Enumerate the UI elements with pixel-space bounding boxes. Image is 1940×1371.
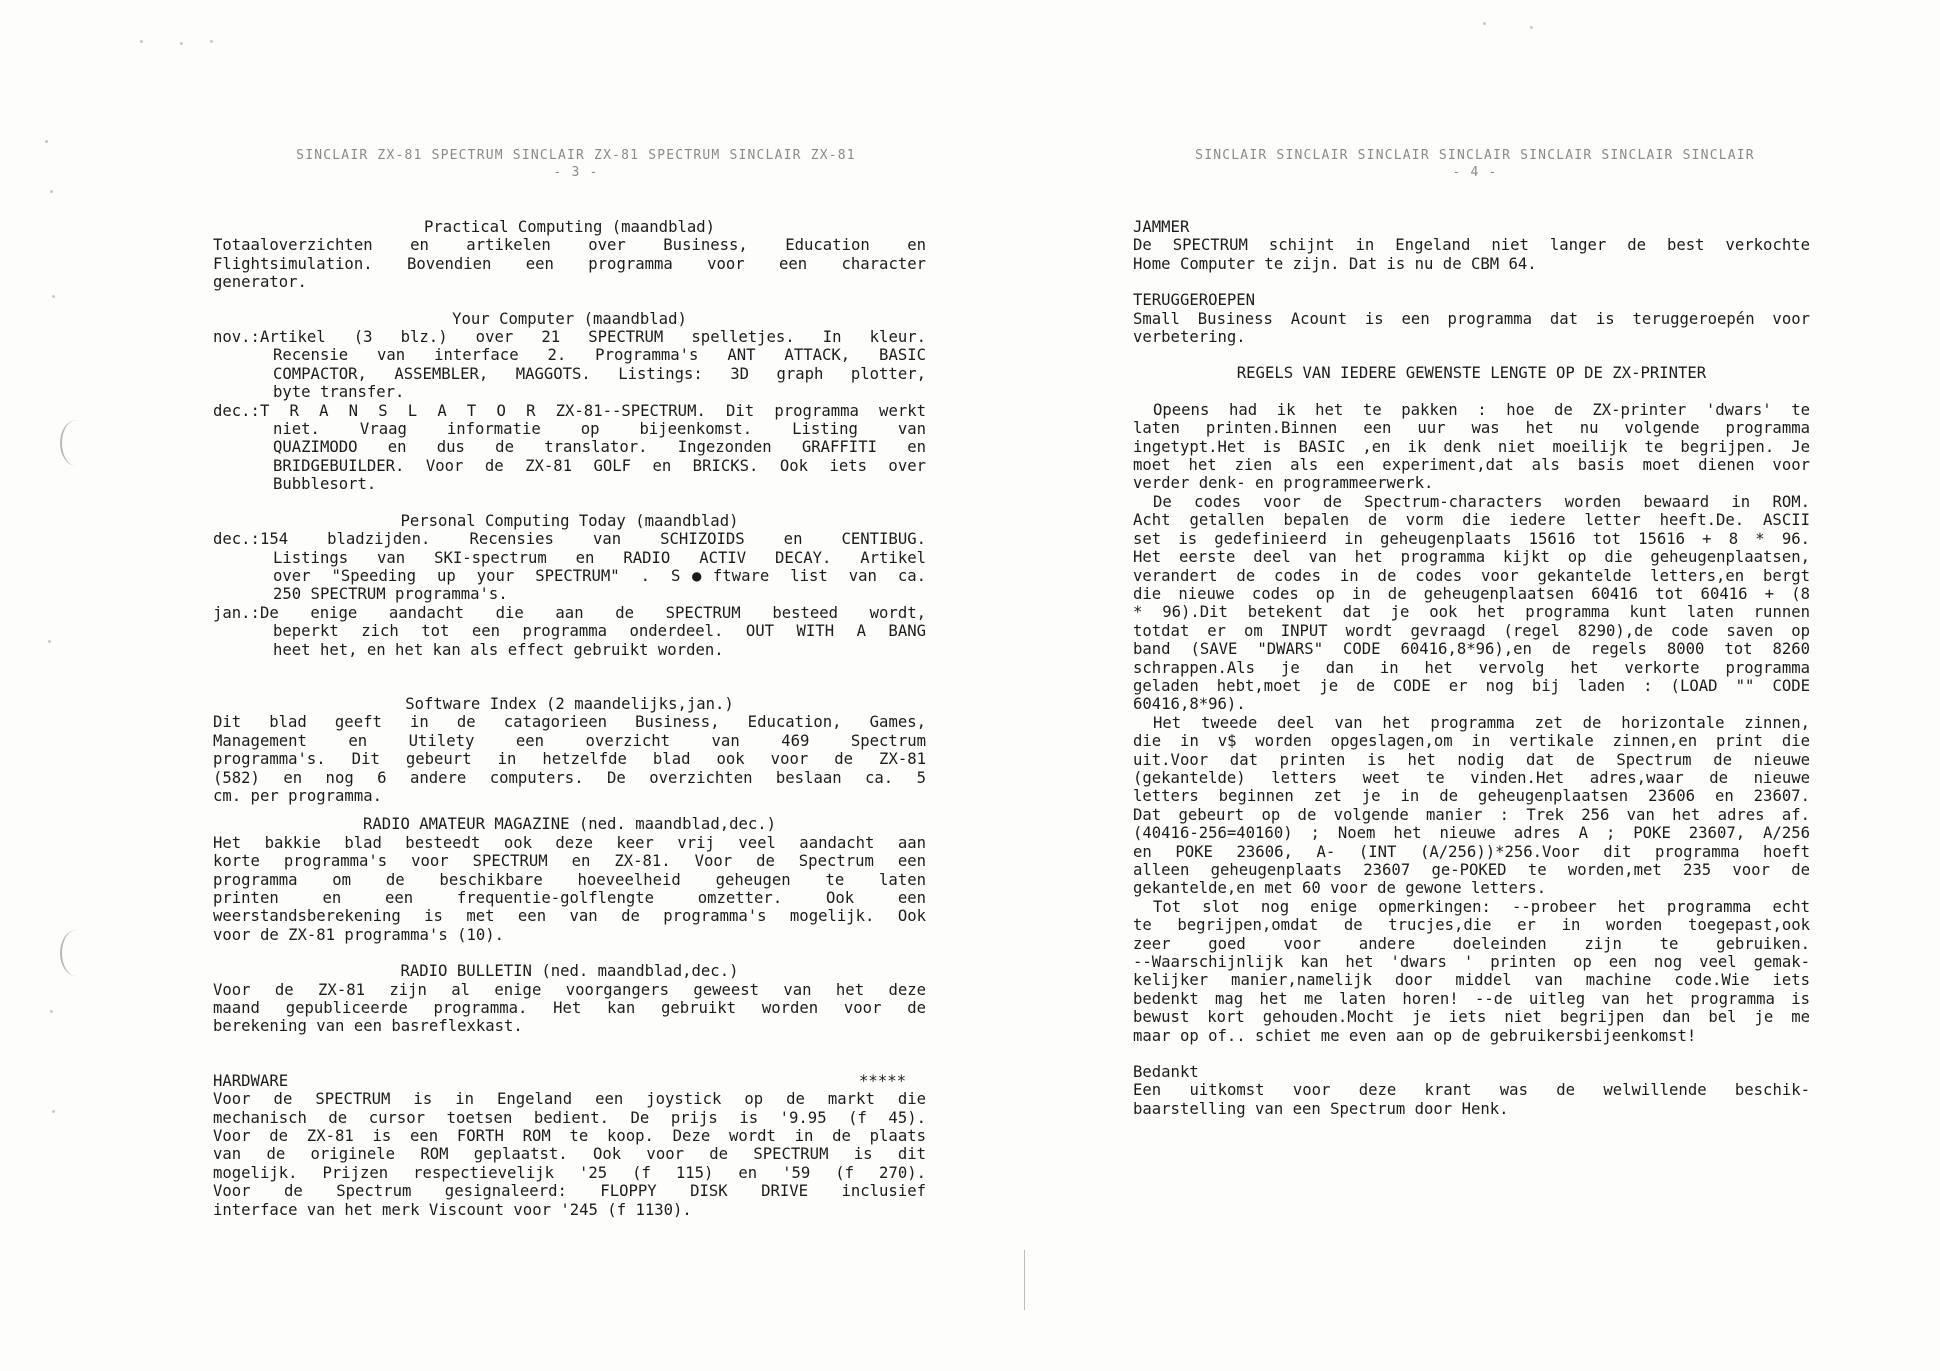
text-line: Home Computer te zijn. Dat is nu de CBM 64.: [1133, 254, 1537, 273]
text-line: beperkt zich tot een programma onderdeel. OUT WITH A BANG: [273, 622, 926, 641]
section-title: Software Index (2 maandelijks,jan.): [405, 694, 734, 713]
text-line: Bubblesort.: [273, 475, 377, 494]
text-line: De codes voor de Spectrum-characters worden bewaard in ROM.: [1153, 492, 1810, 511]
text-line: weerstandsberekening is met een van de programma's mogelijk. Ook: [213, 907, 926, 926]
text-line: dec.:T R A N S L A T O R ZX-81--SPECTRUM. Dit programma werkt: [213, 401, 926, 420]
text-line: Acht getallen bepalen de vorm die iedere letter heeft.De. ASCII: [1133, 511, 1810, 530]
text-line: set is gedefinieerd in geheugenplaats 15616 tot 15616 + 8 * 96.: [1133, 529, 1810, 548]
section-title: HARDWARE: [213, 1071, 289, 1090]
text-line: nov.:Artikel (3 blz.) over 21 SPECTRUM spelletjes. In kleur.: [213, 328, 926, 347]
text-line: Recensie van interface 2. Programma's ANT ATTACK, BASIC: [273, 346, 926, 365]
left-column: [213, 218, 926, 1219]
text-line: gekantelde,en met 60 voor de gewone letters.: [1133, 879, 1547, 898]
software-index-section: [213, 695, 926, 805]
text-line: generator.: [213, 273, 307, 292]
text-line: alleen geheugenplaats 23607 ge-POKED te worden,met 235 voor de: [1133, 861, 1810, 879]
text-line: 60416,8*96).: [1133, 695, 1246, 714]
text-line: verandert de codes in de codes voor gekantelde letters,en bergt: [1133, 566, 1810, 585]
text-line: BRIDGEBUILDER. Voor de ZX-81 GOLF en BRICKS. Ook iets over: [273, 456, 926, 475]
text-line: programma om de beschikbare hoeveelheid geheugen te laten: [213, 870, 926, 889]
section-title: RADIO AMATEUR MAGAZINE (ned. maandblad,dec.): [362, 815, 777, 834]
section-title: Your Computer (maandblad): [452, 309, 687, 328]
header-text: SINCLAIR SINCLAIR SINCLAIR SINCLAIR SINCLAIR SINCLAIR SINCLAIR: [1195, 148, 1755, 163]
text-line: uit.Voor dat printen is het nodig dat de Spectrum de nieuwe: [1133, 750, 1810, 769]
text-line: dec.:154 bladzijden. Recensies van SCHIZOIDS en CENTIBUG.: [213, 530, 926, 549]
text-line: Voor de ZX-81 is een FORTH ROM te koop. Deze wordt in de plaats: [213, 1127, 926, 1146]
text-line: maand gepubliceerde programma. Het kan gebruikt worden voor de: [213, 999, 926, 1018]
text-line: die nieuwe codes op in de geheugenplaatsen 60416 tot 60416 + (8: [1133, 584, 1810, 603]
text-line: Het eerste deel van het programma kijkt op die geheugenplaatsen,: [1133, 548, 1810, 567]
practical-computing-section: [213, 218, 926, 292]
text-line: laten printen.Binnen een uur was het nu volgende programma: [1133, 419, 1810, 438]
text-line: interface van het merk Viscount voor '245 (f 1130).: [213, 1200, 692, 1219]
text-line: niet. Vraag informatie op bijeenkomst. Listing van: [273, 420, 926, 439]
running-header: [1132, 148, 1818, 180]
radio-amateur-section: [213, 815, 926, 944]
jammer-section: [1133, 218, 1810, 273]
text-line: Dat gebeurt op de volgende manier : Trek 256 van het adres af.: [1133, 805, 1810, 824]
text-line: Management en Utilety een overzicht van 469 Spectrum: [213, 731, 926, 750]
text-line: verder denk- en programmeerwerk.: [1133, 474, 1434, 493]
hardware-section: [213, 1072, 926, 1219]
text-line: cm. per programma.: [213, 786, 382, 805]
text-line: band (SAVE "DWARS" CODE 60416,8*96),en de regels 8000 tot 8260: [1133, 640, 1810, 659]
stars: *****: [859, 1071, 906, 1090]
text-line: (gekantelde) letters weet te vinden.Het adres,waar de nieuwe: [1133, 768, 1810, 787]
section-title: Bedankt: [1133, 1063, 1199, 1082]
section-title: REGELS VAN IEDERE GEWENSTE LENGTE OP DE ZX-PRINTER: [1236, 364, 1707, 383]
text-line: COMPACTOR, ASSEMBLER, MAGGOTS. Listings: 3D graph plotter,: [273, 364, 926, 383]
text-line: byte transfer.: [273, 383, 405, 402]
text-line: mogelijk. Prijzen respectievelijk '25 (f 115) en '59 (f 270).: [213, 1163, 926, 1182]
personal-computing-today-section: [213, 512, 926, 659]
right-column: [1133, 218, 1810, 1118]
text-line: over "Speeding up your SPECTRUM" . S●ftware list van ca.: [273, 566, 926, 585]
text-line: Voor de SPECTRUM is in Engeland een joystick op de markt die: [213, 1090, 926, 1109]
regels-section: [1133, 364, 1810, 1045]
text-line: letters beginnen zet je in de geheugenplaatsen 23606 en 23607.: [1133, 787, 1810, 806]
text-line: Small Business Acount is een programma dat is teruggeroepén voor: [1133, 309, 1810, 328]
text-line: baarstelling van een Spectrum door Henk.: [1133, 1099, 1509, 1118]
text-line: Opeens had ik het te pakken : hoe de ZX-printer 'dwars' te: [1153, 400, 1810, 419]
text-line: printen en een frequentie-golflengte omzetter. Ook een: [213, 889, 926, 907]
text-line: van de originele ROM geplaatst. Ook voor de SPECTRUM is dit: [213, 1145, 926, 1164]
page-4: [970, 0, 1940, 1371]
text-line: Het bakkie blad besteedt ook deze keer vrij veel aandacht aan: [213, 833, 926, 852]
text-line: zeer goed voor andere doeleinden zijn te gebruiken.: [1133, 934, 1810, 953]
text-line: ingetypt.Het is BASIC ,en ik denk niet moeilijk te begrijpen. Je: [1133, 437, 1810, 456]
text-line: mechanisch de cursor toetsen bedient. De prijs is '9.95 (f 45).: [213, 1108, 926, 1127]
text-line: totdat er om INPUT wordt gevraagd (regel 8290),de code saven op: [1133, 621, 1810, 640]
text-line: moet het zien als een experiment,dat als basis moet dienen voor: [1133, 456, 1810, 475]
teruggeroepen-section: [1133, 291, 1810, 346]
section-title: TERUGGEROEPEN: [1133, 291, 1256, 310]
text-line: Tot slot nog enige opmerkingen: --probeer het programma echt: [1153, 897, 1810, 916]
text-line: Totaaloverzichten en artikelen over Business, Education en: [213, 236, 926, 255]
text-line: heet het, en het kan als effect gebruikt worden.: [273, 640, 724, 659]
text-line: Flightsimulation. Bovendien een programma voor een character: [213, 254, 926, 273]
text-line: De SPECTRUM schijnt in Engeland niet langer de best verkochte: [1133, 236, 1810, 255]
text-line: programma's. Dit gebeurt in hetzelfde blad ook voor de ZX-81: [213, 750, 926, 769]
text-line: die in v$ worden opgeslagen,om in vertikale zinnen,en print die: [1133, 732, 1810, 751]
section-title: Personal Computing Today (maandblad): [400, 511, 739, 530]
text-line: jan.:De enige aandacht die aan de SPECTRUM besteed wordt,: [213, 603, 926, 622]
text-line: berekening van een basreflexkast.: [213, 1017, 523, 1036]
section-title: Practical Computing (maandblad): [423, 218, 716, 236]
text-line: verbetering.: [1133, 328, 1246, 347]
text-line: Het tweede deel van het programma zet de horizontale zinnen,: [1153, 713, 1810, 732]
text-line: kelijker manier,namelijk door middel van machine code.Wie iets: [1133, 971, 1810, 990]
text-line: bewust kort gehouden.Mocht je iets niet begrijpen dan bel je me: [1133, 1008, 1810, 1027]
text-line: bedenkt mag het me laten horen! --de uitleg van het programma is: [1133, 989, 1810, 1008]
page-number: - 4 -: [1452, 165, 1498, 180]
text-line: --Waarschijnlijk kan het 'dwars ' printen op een nog veel gemak-: [1133, 953, 1810, 972]
text-line: schrappen.Als je dan in het vervolg het verkorte programma: [1133, 658, 1810, 677]
text-line: korte programma's voor SPECTRUM en ZX-81. Voor de Spectrum een: [213, 852, 926, 871]
text-line: te begrijpen,omdat de trucjes,die er in worden toegepast,ook: [1133, 916, 1810, 935]
running-header: [226, 148, 926, 180]
text-line: Listings van SKI-spectrum en RADIO ACTIV DECAY. Artikel: [273, 548, 926, 567]
text-line: Dit blad geeft in de catagorieen Business, Education, Games,: [213, 713, 926, 732]
text-line: * 96).Dit betekent dat je ook het programma kunt laten runnen: [1133, 603, 1810, 622]
text-line: (40416-256=40160) ; Noem het nieuwe adres A ; POKE 23607, A/256: [1133, 824, 1810, 843]
section-title: RADIO BULLETIN (ned. maandblad,dec.): [400, 962, 739, 981]
text-line: 250 SPECTRUM programma's.: [273, 585, 508, 604]
radio-bulletin-section: [213, 962, 926, 1036]
text-line: voor de ZX-81 programma's (10).: [213, 925, 505, 944]
text-line: Een uitkomst voor deze krant was de welwillende beschik-: [1133, 1081, 1810, 1100]
page-number: - 3 -: [553, 165, 599, 180]
bedankt-section: [1133, 1063, 1810, 1118]
text-line: QUAZIMODO en dus de translator. Ingezonden GRAFFITI en: [273, 438, 926, 457]
text-line: Voor de ZX-81 zijn al enige voorgangers geweest van het deze: [213, 980, 926, 999]
your-computer-section: [213, 310, 926, 494]
text-line: maar op of.. schiet me even aan op de gebruikersbijeenkomst!: [1133, 1026, 1697, 1045]
text-line: Voor de Spectrum gesignaleerd: FLOPPY DISK DRIVE inclusief: [213, 1182, 926, 1201]
text-line: en POKE 23606, A- (INT (A/256))*256.Voor dit programma hoeft: [1133, 842, 1810, 861]
text-line: (582) en nog 6 andere computers. De overzichten beslaan ca. 5: [213, 768, 926, 787]
text-line: geladen hebt,moet je de CODE er nog bij laden : (LOAD "" CODE: [1133, 676, 1810, 695]
section-title: JAMMER: [1133, 218, 1190, 236]
header-text: SINCLAIR ZX-81 SPECTRUM SINCLAIR ZX-81 SPECTRUM SINCLAIR ZX-81: [296, 148, 856, 163]
